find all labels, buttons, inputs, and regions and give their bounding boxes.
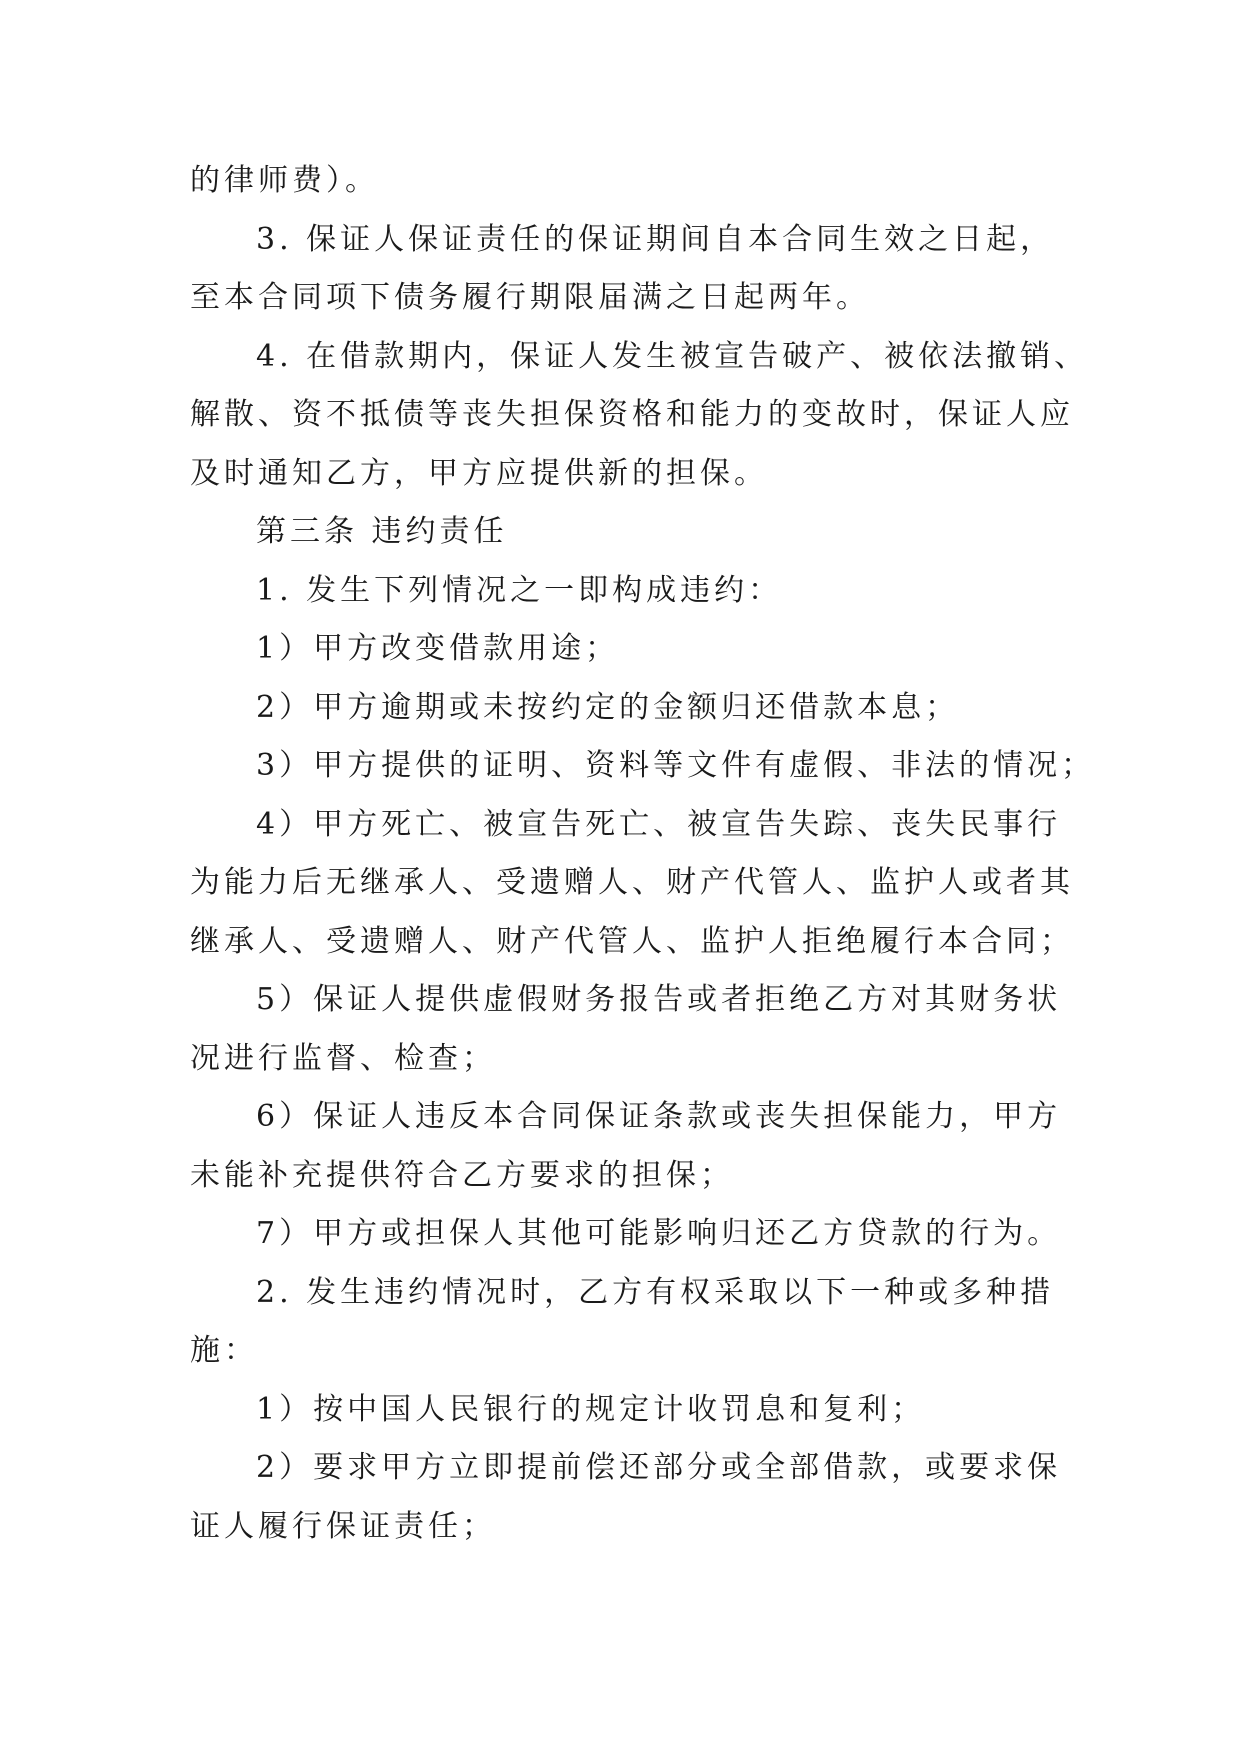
text-line: 2. 发生违约情况时，乙方有权采取以下一种或多种措 <box>256 1274 1055 1310</box>
text-line: 7）甲方或担保人其他可能影响归还乙方贷款的行为。 <box>256 1216 1062 1251</box>
document-body <box>190 152 1096 1556</box>
text-line: 1. 发生下列情况之一即构成违约： <box>256 572 783 608</box>
text-line: 1）甲方改变借款用途； <box>256 631 620 666</box>
text-line: 2）甲方逾期或未按约定的金额归还借款本息； <box>256 689 960 725</box>
text-line: 施： <box>190 1333 258 1368</box>
text-line: 2）要求甲方立即提前偿还部分或全部借款，或要求保 <box>256 1450 1062 1485</box>
text-line: 解散、资不抵债等丧失担保资格和能力的变故时，保证人应 <box>190 397 1074 432</box>
text-line: 为能力后无继承人、受遗赠人、财产代管人、监护人或者其 <box>190 865 1074 900</box>
text-line: 证人履行保证责任； <box>190 1508 496 1544</box>
text-line: 及时通知乙方，甲方应提供新的担保。 <box>190 455 768 491</box>
text-line: 4. 在借款期内，保证人发生被宣告破产、被依法撤销、 <box>256 338 1089 374</box>
text-line: 3）甲方提供的证明、资料等文件有虚假、非法的情况； <box>256 748 1096 783</box>
text-line: 1）按中国人民银行的规定计收罚息和复利； <box>256 1391 926 1427</box>
text-line: 至本合同项下债务履行期限届满之日起两年。 <box>190 280 870 315</box>
text-line: 况进行监督、检查； <box>190 1040 496 1076</box>
text-line: 5）保证人提供虚假财务报告或者拒绝乙方对其财务状 <box>256 982 1062 1017</box>
section-heading: 第三条 违约责任 <box>256 514 508 549</box>
text-line: 6）保证人违反本合同保证条款或丧失担保能力，甲方 <box>256 1099 1062 1134</box>
text-line: 继承人、受遗赠人、财产代管人、监护人拒绝履行本合同； <box>190 923 1074 959</box>
text-line: 未能补充提供符合乙方要求的担保； <box>190 1157 734 1193</box>
text-line: 3. 保证人保证责任的保证期间自本合同生效之日起， <box>256 221 1055 257</box>
text-line: 4）甲方死亡、被宣告死亡、被宣告失踪、丧失民事行 <box>256 806 1062 842</box>
text-line: 的律师费）。 <box>190 163 379 198</box>
